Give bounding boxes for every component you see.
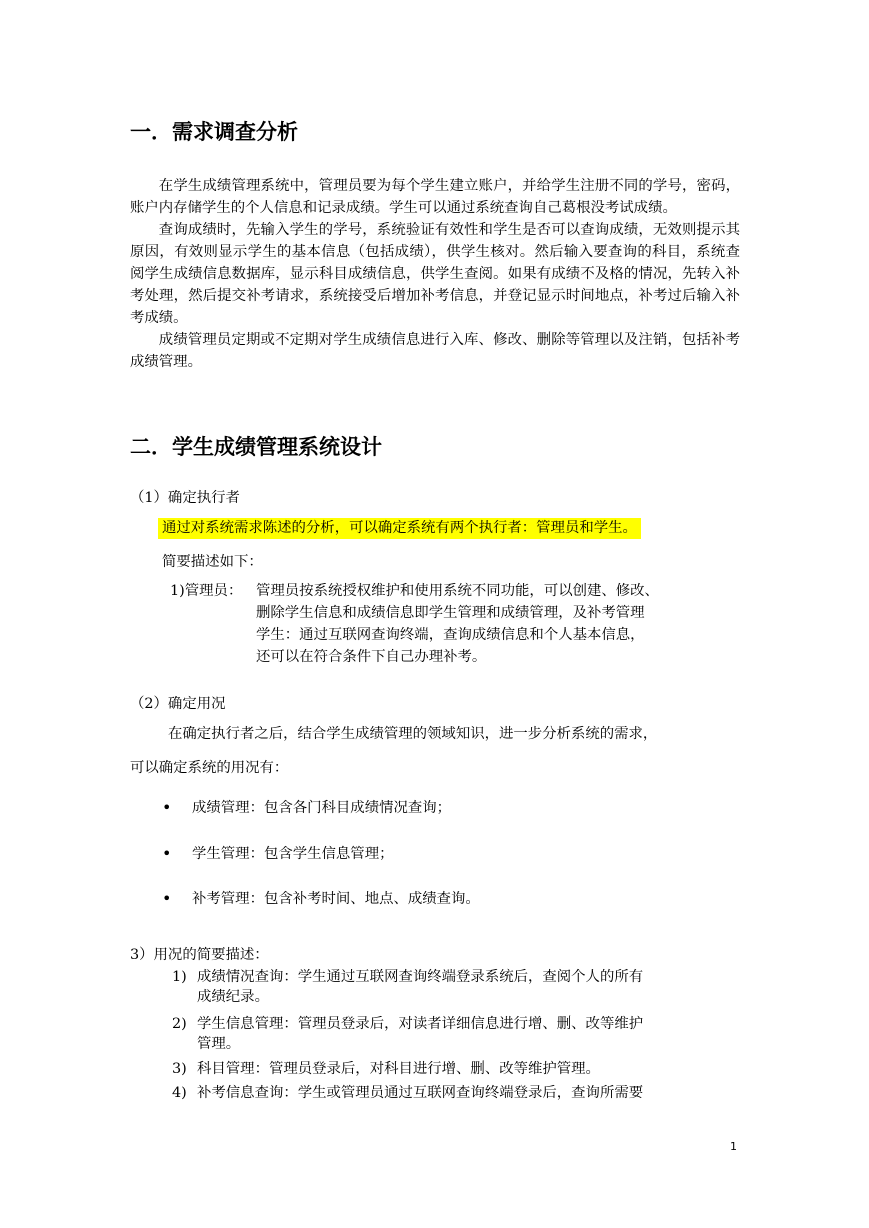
list-line: 成绩情况查询：学生通过互联网查询终端登录系统后，查阅个人的所有 [197, 969, 644, 985]
actor-line: 删除学生信息和成绩信息即学生管理和成绩管理，及补考管理 [256, 605, 645, 621]
list-number: 1) [172, 969, 187, 985]
section2-heading: 二．学生成绩管理系统设计 [130, 435, 382, 459]
intro-text: 简要描述如下： [162, 554, 263, 570]
bullet-icon: • [162, 889, 172, 908]
body-line: 可以确定系统的用况有： [130, 760, 289, 776]
paragraph: 成绩管理员定期或不定期对学生成绩信息进行入库、修改、删除等管理以及注销，包括补考成绩管理。 [130, 332, 740, 370]
bullet-item: 补考管理：包含补考时间、地点、成绩查询。 [192, 891, 480, 907]
body-line: 在确定执行者之后，结合学生成绩管理的领域知识，进一步分析系统的需求， [168, 726, 658, 742]
list-number: 4) [172, 1085, 187, 1101]
list-line: 成绩纪录。 [197, 989, 269, 1005]
list-number: 2) [172, 1016, 187, 1032]
list-line: 补考信息查询：学生或管理员通过互联网查询终端登录后，查询所需要 [197, 1085, 644, 1101]
list-item [197, 1059, 742, 1079]
subsection-title: （2）确定用况 [130, 696, 226, 712]
actor-number: 1)管理员： [170, 583, 243, 599]
actor-description [256, 580, 740, 668]
highlight-text: 通过对系统需求陈述的分析，可以确定系统有两个执行者：管理员和学生。 [158, 518, 641, 539]
list-item [197, 1083, 742, 1103]
paragraph: 在学生成绩管理系统中，管理员要为每个学生建立账户，并给学生注册不同的学号，密码，账户内存储学生的个人信息和记录成绩。学生可以通过系统查询自己葛根没考试成绩。 [130, 178, 740, 216]
paragraph: 查询成绩时，先输入学生的学号，系统验证有效性和学生是否可以查询成绩，无效则提示其原因，有效则显示学生的基本信息（包括成绩），供学生核对。然后输入要查询的科目，系统查阅学生成绩信息数据库，显示科目成绩信息，供学生查阅。如果有成绩不及格的情况，先转入补考处理，然后提交补考请求，系统接受后增加补考信息，并登记显示时间地点，补考过后输入补考成绩。 [130, 222, 740, 326]
actor-line: 学生：通过互联网查询终端，查询成绩信息和个人基本信息， [256, 627, 645, 643]
section1-heading: 一．需求调查分析 [130, 120, 298, 144]
list-item [197, 1014, 742, 1054]
page-number: 1 [730, 1140, 737, 1153]
actor-line: 还可以在符合条件下自己办理补考。 [256, 649, 487, 665]
bullet-icon: • [162, 844, 172, 863]
bullet-icon: • [162, 798, 172, 817]
list-number: 3) [172, 1061, 187, 1077]
subsection-title: （1）确定执行者 [130, 490, 240, 506]
list-item [197, 967, 742, 1007]
list-line: 科目管理：管理员登录后，对科目进行增、删、改等维护管理。 [197, 1061, 600, 1077]
bullet-item: 学生管理：包含学生信息管理； [192, 846, 394, 862]
section1-body [130, 175, 740, 373]
bullet-item: 成绩管理：包含各门科目成绩情况查询； [192, 800, 452, 816]
list-line: 学生信息管理：管理员登录后，对读者详细信息进行增、删、改等维护 [197, 1016, 644, 1032]
list-line: 管理。 [197, 1036, 241, 1052]
subsection-title: 3）用况的简要描述： [130, 947, 269, 963]
actor-line: 管理员按系统授权维护和使用系统不同功能，可以创建、修改、 [256, 583, 659, 599]
highlighted-sentence [158, 518, 641, 538]
